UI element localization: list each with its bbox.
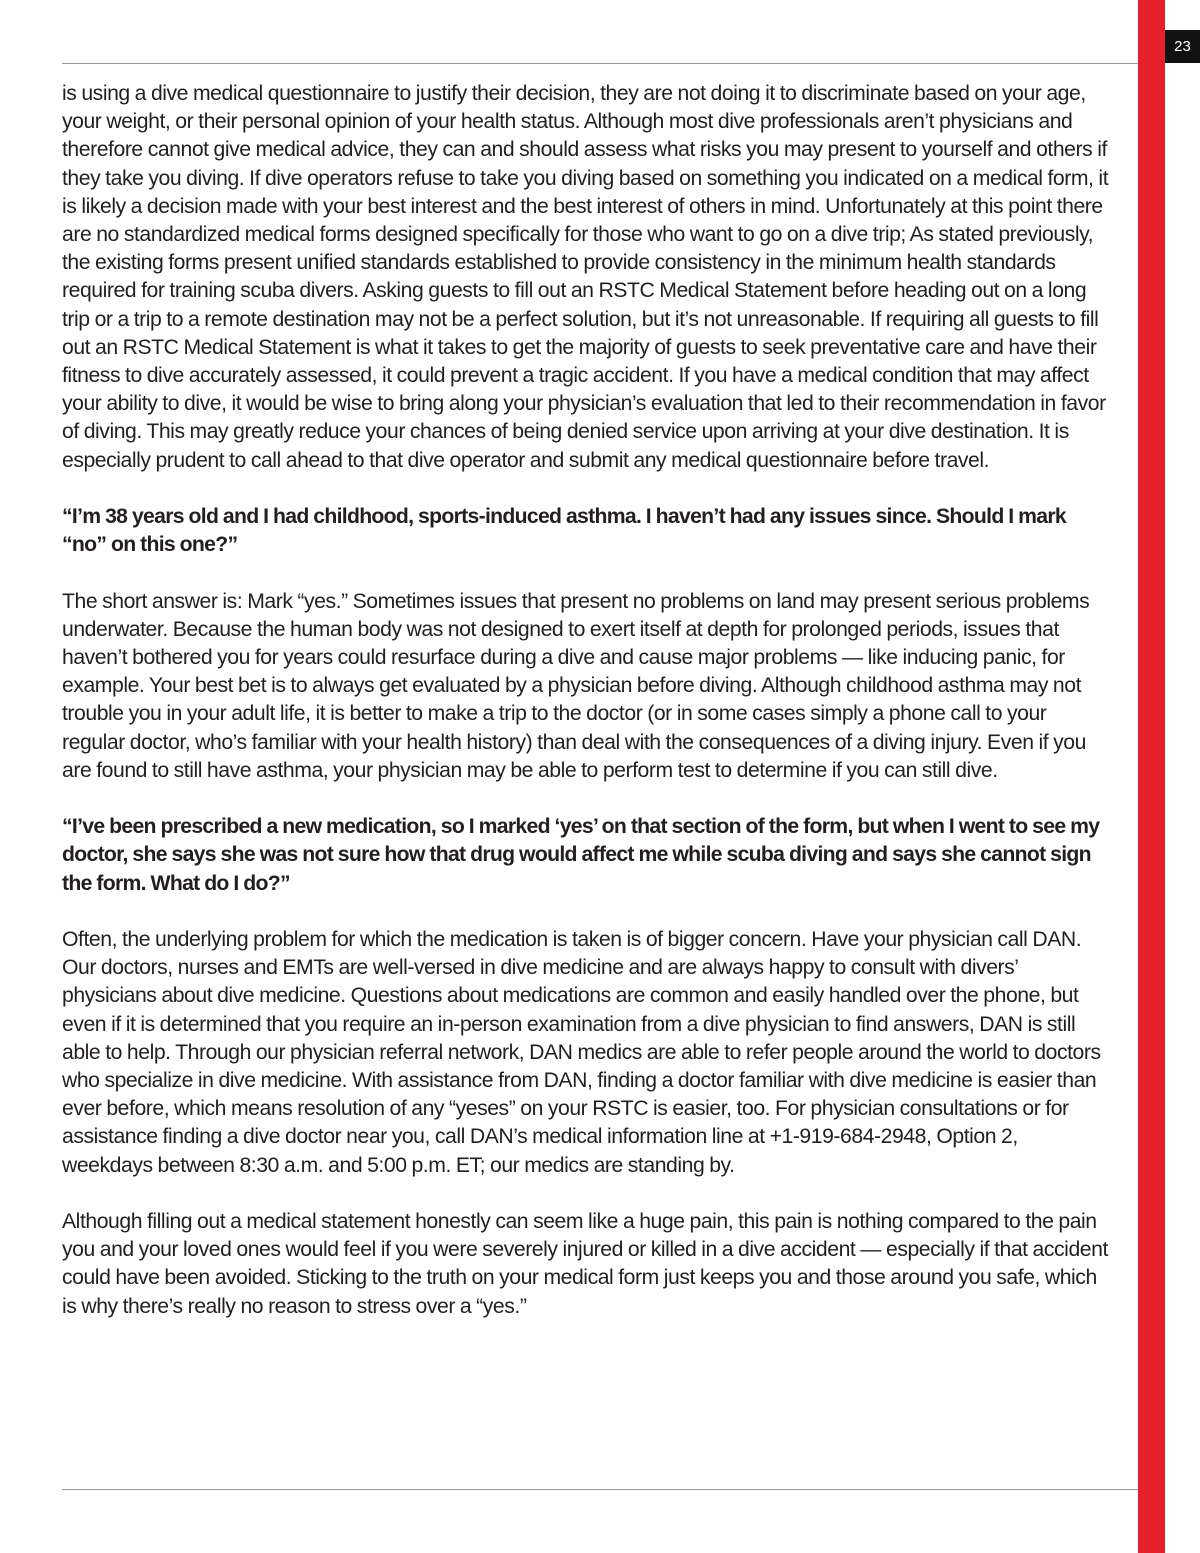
body-paragraph: The short answer is: Mark “yes.” Sometimes issues that present no problems on land may present serious problems underwater. Because the human body was not designed to exert itself at depth for prolonged periods, issues that haven’t bothered you for years could resurface during a dive and cause major problems — like inducing panic, for example. Your best bet is to always get evaluated by a physician before diving. Although childhood asthma may not trouble you in your adult life, it is better to make a trip to the doctor (or in some cases simply a phone call to your regular doctor, who’s familiar with your health history) than deal with the consequences of a diving injury. Even if you are found to still have asthma, your physician may be able to perform test to determine if you can still dive. — [62, 589, 1090, 782]
article-body — [62, 80, 1110, 1349]
question-heading: “I’m 38 years old and I had childhood, sports-induced asthma. I haven’t had any issues since. Should I mark “no” on this one?” — [62, 505, 1066, 557]
header-divider — [62, 63, 1138, 64]
accent-sidebar-bar — [1138, 0, 1165, 1553]
body-paragraph: Often, the underlying problem for which the medication is taken is of bigger concern. Have your physician call DAN. Our doctors, nurses and EMTs are well-versed in dive medicine and are always happy to consult with divers’ physicians about dive medicine. Questions about medications are common and easily handled over the phone, but even if it is determined that you require an in-person examination from a dive physician to find answers, DAN is still able to help. Through our physician referral network, DAN medics are able to refer people around the world to doctors who specialize in dive medicine. With assistance from DAN, finding a doctor familiar with dive medicine is easier than ever before, which means resolution of any “yeses” on your RSTC is easier, too. For physician consultations or for assistance finding a dive doctor near you, call DAN’s medical information line at +1-919-684-2948, Option 2, weekdays between 8:30 a.m. and 5:00 p.m. ET; our medics are standing by. — [62, 928, 1101, 1177]
question-heading: “I’ve been prescribed a new medication, so I marked ‘yes’ on that section of the form, but when I went to see my doctor, she says she was not sure how that drug would affect me while scuba diving and says she cannot sign the form. What do I do?” — [62, 815, 1100, 895]
page-number: 23 — [1165, 30, 1200, 63]
body-paragraph: Although filling out a medical statement honestly can seem like a huge pain, this pain is nothing compared to the pain you and your loved ones would feel if you were severely injured or killed in a dive accident — especially if that accident could have been avoided. Sticking to the truth on your medical form just keeps you and those around you safe, which is why there’s really no reason to stress over a “yes.” — [62, 1210, 1108, 1318]
body-paragraph: is using a dive medical questionnaire to justify their decision, they are not doing it to discriminate based on your age, your weight, or their personal opinion of your health status. Although most dive professionals aren’t physicians and therefore cannot give medical advice, they can and should assess what risks you may present to yourself and others if they take you diving. If dive operators refuse to take you diving based on something you indicated on a medical form, it is likely a decision made with your best interest and the best interest of others in mind. Unfortunately at this point there are no standardized medical forms designed specifically for those who want to go on a dive trip; As stated previously, the existing forms present unified standards established to provide consistency in the minimum health standards required for training scuba divers. Asking guests to fill out an RSTC Medical Statement before heading out on a long trip or a trip to a remote destination may not be a perfect solution, but it’s not unreasonable. If requiring all guests to fill out an RSTC Medical Statement is what it takes to get the majority of guests to seek preventative care and have their fitness to dive accurately assessed, it could prevent a tragic accident. If you have a medical condition that may affect your ability to dive, it would be wise to bring along your physician’s evaluation that led to their recommendation in favor of diving. This may greatly reduce your chances of being denied service upon arriving at your dive destination. It is especially prudent to call ahead to that dive operator and submit any medical questionnaire before travel. — [62, 82, 1109, 472]
footer-divider — [62, 1489, 1138, 1490]
